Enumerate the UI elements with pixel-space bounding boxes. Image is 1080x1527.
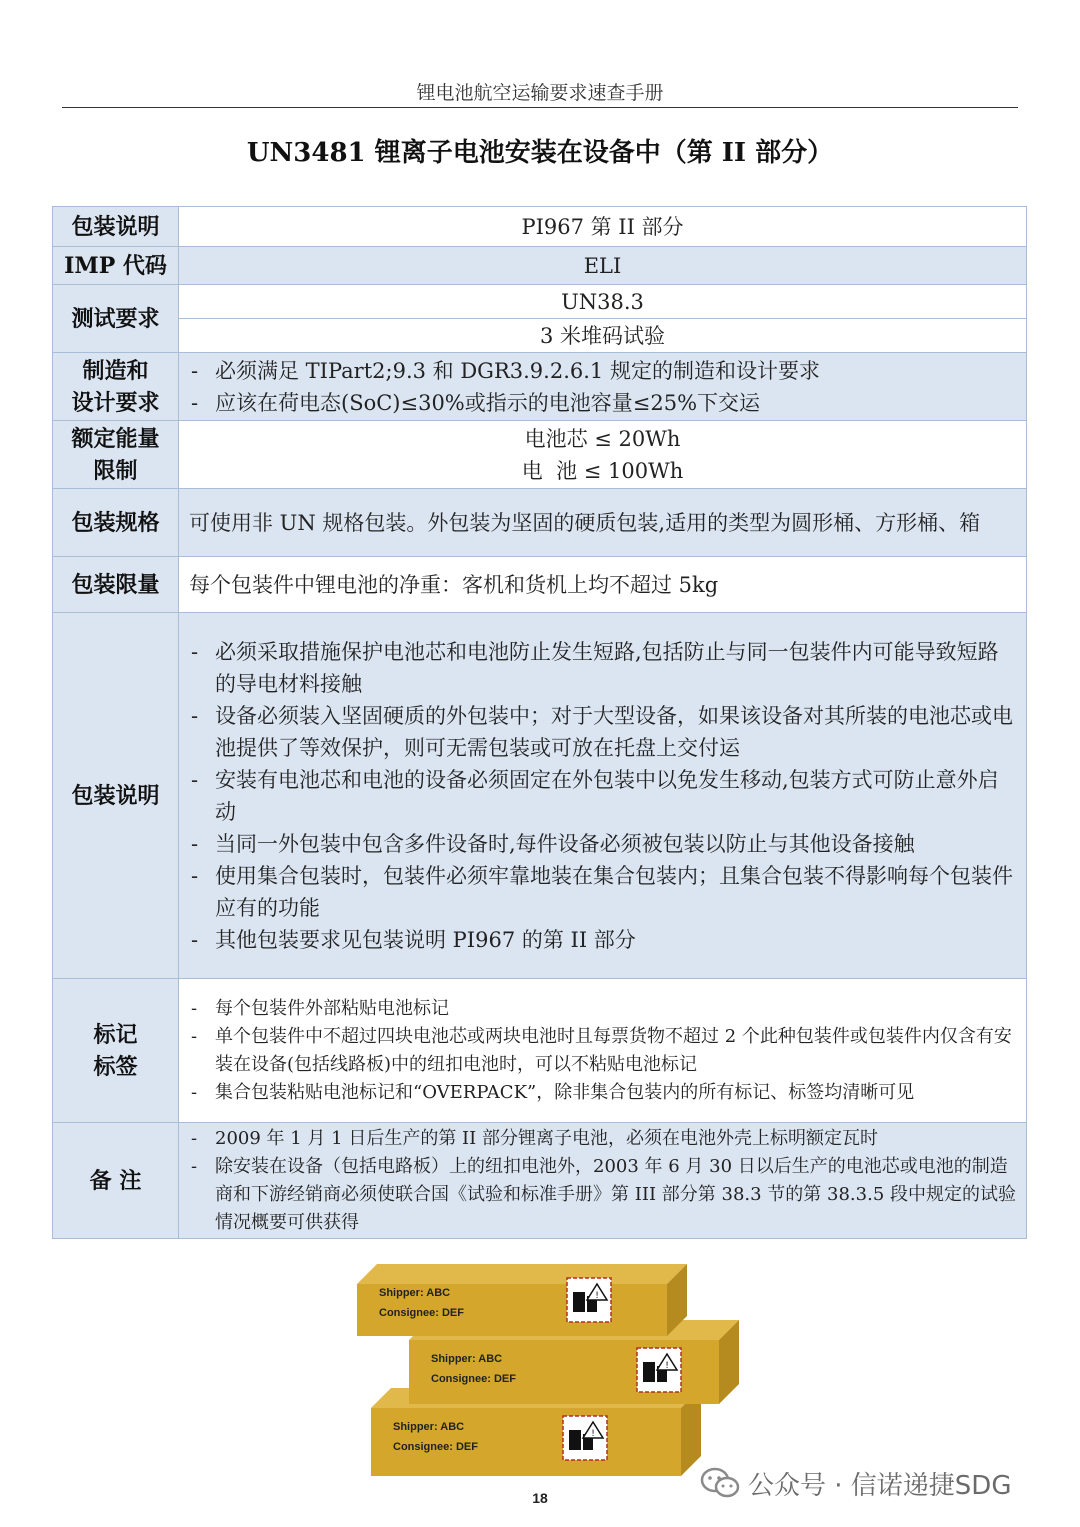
consignee-text: Consignee: DEF: [431, 1373, 516, 1385]
label-line-2: 限制: [93, 457, 138, 484]
consignee-text: Consignee: DEF: [379, 1307, 464, 1319]
watermark-text: 公众号 · 信诺递捷SDG: [748, 1470, 1012, 1501]
battery-mark-icon: [637, 1348, 681, 1392]
value-remarks: [179, 1123, 1027, 1239]
label-line-1: 标记: [93, 1021, 138, 1048]
row-test-requirement-2: [53, 319, 1027, 353]
row-imp-code: [53, 247, 1027, 285]
label-manufacture-design: [53, 353, 179, 421]
value-test-stack: 3 米堆码试验: [179, 319, 1027, 353]
row-marking-label: [53, 979, 1027, 1123]
value-packing-spec: 可使用非 UN 规格包装。外包装为坚固的硬质包装,适用的类型为圆形桶、方形桶、箱: [179, 489, 1027, 557]
row-packing-limit: [53, 557, 1027, 613]
label-imp-code: IMP 代码: [53, 247, 179, 285]
value-test-un383: UN38.3: [179, 285, 1027, 319]
list-item: - 设备必须装入坚固硬质的外包装中；对于大型设备，如果该设备对其所装的电池芯或电池提供了等效保护，则可无需包装或可放在托盘上交付运: [189, 700, 1016, 764]
requirements-table: [52, 206, 1027, 1239]
battery-mark-icon: [567, 1278, 611, 1322]
label-line-2: 标签: [93, 1053, 138, 1080]
label-marking-label: [53, 979, 179, 1123]
battery-mark-icon: [563, 1416, 607, 1460]
value-packing-instruction: PI967 第 II 部分: [179, 207, 1027, 247]
page-title: UN3481 锂离子电池安装在设备中（第 II 部分）: [246, 138, 834, 168]
value-packing-limit: 每个包装件中锂电池的净重：客机和货机上均不超过 5kg: [179, 557, 1027, 613]
list-item: - 除安装在设备（包括电路板）上的纽扣电池外，2003 年 6 月 30 日以后生产的电池芯或电池的制造商和下游经销商必须使联合国《试验和标准手册》第 III 部分第 38.3 节的第 38.3.5 段中规定的试验情况概要可供获得: [189, 1153, 1016, 1237]
value-manufacture-design: [179, 353, 1027, 421]
battery-energy-limit: 电 池 ≤ 100Wh: [521, 458, 684, 483]
list-item: - 必须采取措施保护电池芯和电池防止发生短路,包括防止与同一包装件内可能导致短路的导电材料接触: [189, 636, 1016, 700]
list-item: - 安装有电池芯和电池的设备必须固定在外包装中以免发生移动,包装方式可防止意外启动: [189, 764, 1016, 828]
list-item: - 其他包装要求见包装说明 PI967 的第 II 部分: [189, 924, 1016, 956]
list-item: - 必须满足 TIPart2;9.3 和 DGR3.9.2.6.1 规定的制造和设计要求: [189, 355, 1016, 387]
label-packing-instructions-detail: 包装说明: [53, 613, 179, 979]
header-rule: [62, 107, 1018, 108]
label-packing-instruction: 包装说明: [53, 207, 179, 247]
cell-energy-limit: 电池芯 ≤ 20Wh: [524, 426, 681, 451]
value-imp-code: ELI: [179, 247, 1027, 285]
row-manufacture-design: [53, 353, 1027, 421]
label-line-1: 额定能量: [71, 425, 160, 452]
row-packing-instruction: [53, 207, 1027, 247]
package-box-top: [357, 1264, 687, 1336]
shipper-text: Shipper: ABC: [393, 1421, 465, 1433]
label-packing-spec: 包装规格: [53, 489, 179, 557]
list-item: - 单个包装件中不超过四块电池芯或两块电池时且每票货物不超过 2 个此种包装件或包装件内仅含有安装在设备(包括线路板)中的纽扣电池时，可以不粘贴电池标记: [189, 1023, 1016, 1079]
row-test-requirement: [53, 285, 1027, 319]
label-packing-limit: 包装限量: [53, 557, 179, 613]
row-packing-instructions-detail: [53, 613, 1027, 979]
value-energy-limit: [179, 421, 1027, 489]
label-line-1: 制造和: [82, 357, 149, 384]
running-header: 锂电池航空运输要求速查手册: [416, 82, 664, 104]
page-number: 18: [532, 1490, 548, 1506]
value-packing-instructions-detail: [179, 613, 1027, 979]
shipper-text: Shipper: ABC: [379, 1287, 451, 1299]
label-remarks: 备 注: [53, 1123, 179, 1239]
row-packing-spec: [53, 489, 1027, 557]
label-test-requirement: 测试要求: [53, 285, 179, 353]
list-item: - 2009 年 1 月 1 日后生产的第 II 部分锂离子电池，必须在电池外壳上标明额定瓦时: [189, 1125, 1016, 1153]
value-marking-label: [179, 979, 1027, 1123]
row-energy-limit: [53, 421, 1027, 489]
consignee-text: Consignee: DEF: [393, 1441, 478, 1453]
label-line-2: 设计要求: [71, 389, 160, 416]
list-item: - 当同一外包装中包含多件设备时,每件设备必须被包装以防止与其他设备接触: [189, 828, 1016, 860]
list-item: - 集合包装粘贴电池标记和“OVERPACK”，除非集合包装内的所有标记、标签均清晰可见: [189, 1079, 1016, 1107]
row-remarks: [53, 1123, 1027, 1239]
shipper-text: Shipper: ABC: [431, 1353, 503, 1365]
list-item: - 每个包装件外部粘贴电池标记: [189, 995, 1016, 1023]
label-energy-limit: [53, 421, 179, 489]
list-item: - 使用集合包装时，包装件必须牢靠地装在集合包装内；且集合包装不得影响每个包装件应有的功能: [189, 860, 1016, 924]
stacked-packages-illustration: [355, 1262, 745, 1477]
list-item: - 应该在荷电态(SoC)≤30%或指示的电池容量≤25%下交运: [189, 387, 1016, 419]
